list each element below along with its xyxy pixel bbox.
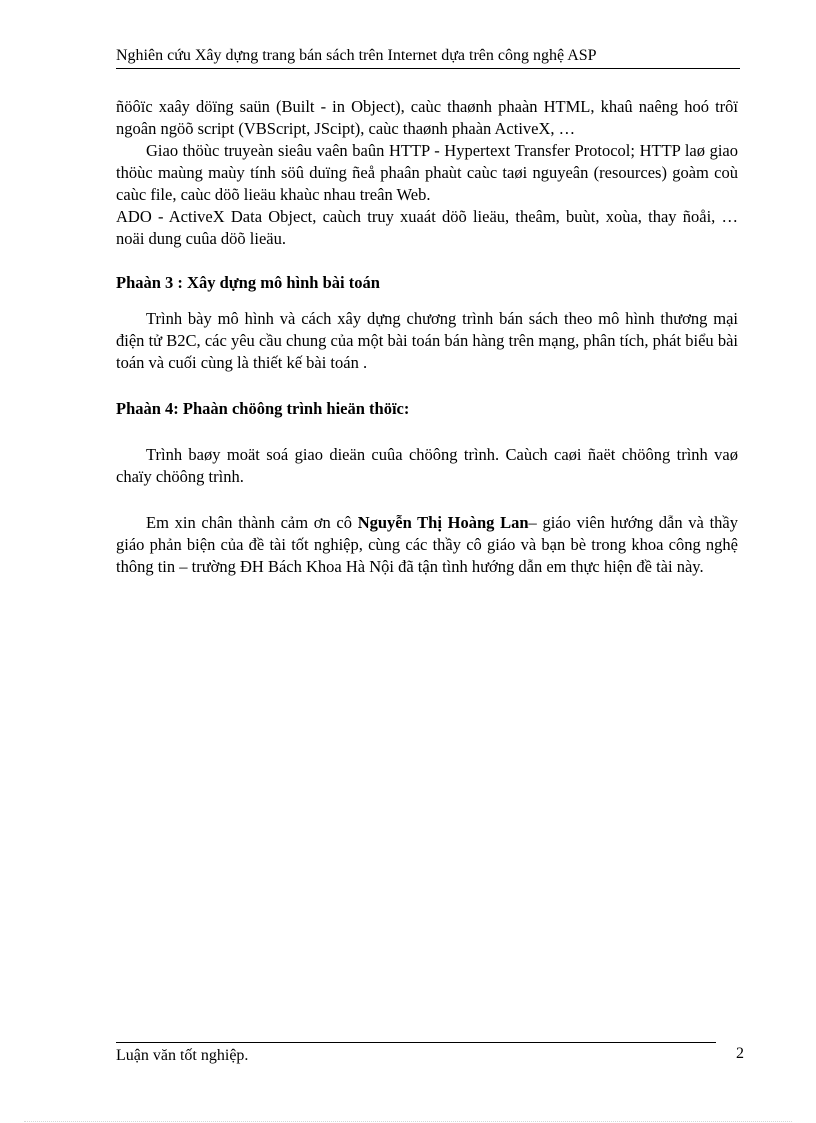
paragraph-part-4: Trình baøy moät soá giao dieän cuûa chöông trình. Caùch caøi ñaët chöông trình vaø chaïy chöông trình. [116, 445, 738, 486]
paragraph-part-3: Trình bày mô hình và cách xây dựng chương trình bán sách theo mô hình thương mại điện tử B2C, các yêu cầu chung của một bài toán bán hàng trên mạng, phân tích, phát biểu bài toán và cuối cùng là thiết kế bài toán . [116, 309, 738, 372]
document-body [116, 96, 738, 578]
acknowledgement-text-end: – giáo viên hướng dẫn và thầy giáo phản biện của đề tài tốt nghiệp, cùng các thầy cô giáo và bạn bè trong khoa công nghệ thông tin – trường ĐH Bách Khoa Hà Nội đã tận tình hướng dẫn em thực hiện đề tài này. [116, 513, 738, 576]
advisor-name: Nguyễn Thị Hoàng Lan [357, 513, 529, 532]
paragraph-builtin-objects: ñöôïc xaây döïng saün (Built - in Object), caùc thaønh phaàn HTML, khaû naêng hoó trôï ngoân ngöõ script (VBScript, JScipt), caùc thaønh phaàn ActiveX, … [116, 97, 738, 138]
section-heading-part-4: Phaàn 4: Phaàn chöông trình hieän thöïc: [116, 399, 410, 418]
page-edge-divider [24, 1121, 792, 1122]
header-divider [116, 68, 740, 69]
acknowledgement-text-start: Em xin chân thành cảm ơn cô [146, 513, 358, 532]
footer-divider [116, 1042, 716, 1043]
paragraph-acknowledgement [116, 512, 738, 578]
section-heading-part-3: Phaàn 3 : Xây dựng mô hình bài toán [116, 273, 380, 292]
paragraph-http: Giao thöùc truyeàn sieâu vaên baûn HTTP - Hypertext Transfer Protocol; HTTP laø giao thöùc maùng maùy tính söû duïng ñeå phaân phaùt caùc taøi nguyeân (resources) goàm coù caùc file, caùc döõ lieäu khaùc nhau treân Web. [116, 141, 738, 204]
footer-label: Luận văn tốt nghiệp. [116, 1047, 249, 1064]
page-number: 2 [736, 1045, 744, 1062]
paragraph-ado: ADO - ActiveX Data Object, caùch truy xuaát döõ lieäu, theâm, buùt, xoùa, thay ñoåi, … noäi dung cuûa döõ lieäu. [116, 207, 738, 248]
page-header: Nghiên cứu Xây dựng trang bán sách trên Internet dựa trên công nghệ ASP [116, 47, 597, 64]
